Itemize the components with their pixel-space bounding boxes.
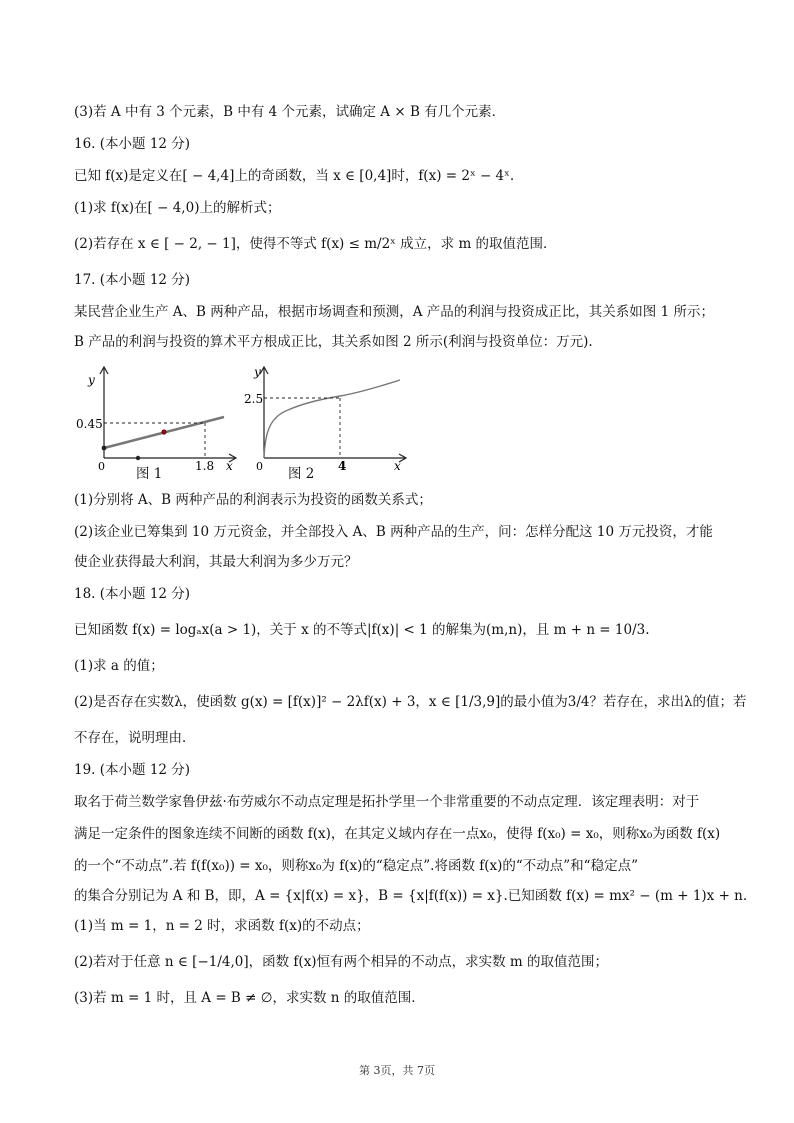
q19-part2: (2)若对于任意 n ∈ [−1/4,0]，函数 f(x)恒有两个相异的不动点，求实数 m 的取值范围；	[74, 954, 608, 970]
curve-b	[264, 380, 400, 458]
fig1-y-tick: 0.45	[76, 417, 103, 431]
page-footer: 第 3页，共 7页	[359, 1064, 435, 1077]
fig2-y-tick: 2.5	[244, 392, 264, 406]
q18-heading: 18. (本小题 12 分)	[74, 586, 191, 602]
q17-stem-line1: 某民营企业生产 A、B 两种产品，根据市场调查和预测，A 产品的利润与投资成正比，其关系如图 1 所示；	[74, 304, 714, 320]
point-origin	[102, 446, 107, 451]
fig1-x-label: x	[226, 459, 233, 473]
q16-part1: (1)求 f(x)在[ − 4,0)上的解析式；	[74, 200, 281, 216]
fig1-origin: 0	[98, 460, 105, 473]
figure-2-caption: 图 2	[288, 466, 315, 482]
q18-part2-line2: 不存在，说明理由．	[74, 730, 196, 746]
figure-1	[78, 362, 238, 472]
fig2-x-tick: 4	[338, 459, 347, 473]
fig2-y-label: y	[254, 365, 261, 379]
q19-stem-line4: 的集合分别记为 A 和 B，即，A = {x|f(x) = x}，B = {x|f(f(x)) = x}.已知函数 f(x) = mx² − (m + 1)x + n.	[74, 888, 748, 904]
figure-1-caption: 图 1	[136, 466, 163, 482]
fig2-origin: 0	[256, 460, 263, 473]
q19-stem-line1: 取名于荷兰数学家鲁伊兹·布劳威尔不动点定理是拓扑学里一个非常重要的不动点定理．该定理表明：对于	[74, 794, 700, 810]
point-mid	[161, 429, 166, 434]
q19-stem-line2: 满足一定条件的图象连续不间断的函数 f(x)，在其定义域内存在一点x₀，使得 f(x₀) = x₀，则称x₀为函数 f(x)	[74, 826, 721, 842]
q19-part1: (1)当 m = 1，n = 2 时，求函数 f(x)的不动点；	[74, 918, 370, 934]
q16-stem: 已知 f(x)是定义在[ − 4,4]上的奇函数，当 x ∈ [0,4]时，f(x) = 2ˣ − 4ˣ.	[74, 168, 515, 184]
q18-part2-line1: (2)是否存在实数λ，使函数 g(x) = [f(x)]² − 2λf(x) + 3，x ∈ [1/3,9]的最小值为3/4？若存在，求出λ的值；若	[74, 694, 747, 710]
q17-part2-line2: 使企业获得最大利润，其最大利润为多少万元？	[74, 554, 358, 570]
q16-part2: (2)若存在 x ∈ [ − 2, − 1]，使得不等式 f(x) ≤ m/2ˣ 成立，求 m 的取值范围．	[74, 236, 557, 252]
fig2-x-label: x	[394, 459, 401, 473]
q17-part1: (1)分别将 A、B 两种产品的利润表示为投资的函数关系式；	[74, 492, 432, 508]
q17-part2-line1: (2)该企业已筹集到 10 万元资金，并全部投入 A、B 两种产品的生产，问：怎样分配这 10 万元投资，才能	[74, 524, 713, 540]
q17-heading: 17. (本小题 12 分)	[74, 272, 191, 288]
fig1-y-label: y	[88, 373, 95, 387]
q15-part3: (3)若 A 中有 3 个元素，B 中有 4 个元素，试确定 A × B 有几个元素．	[74, 104, 506, 120]
q17-stem-line2: B 产品的利润与投资的算术平方根成正比，其关系如图 2 所示(利润与投资单位：万元).	[74, 334, 593, 350]
q16-heading: 16. (本小题 12 分)	[74, 136, 191, 152]
point-axis	[136, 456, 140, 460]
figure-2	[244, 362, 408, 473]
fig1-x-tick: 1.8	[195, 459, 215, 473]
q18-part1: (1)求 a 的值；	[74, 658, 164, 674]
q19-part3: (3)若 m = 1 时，且 A = B ≠ ∅，求实数 n 的取值范围．	[74, 990, 425, 1006]
q19-stem-line3: 的一个“不动点”.若 f(f(x₀)) = x₀，则称x₀为 f(x)的“稳定点”.将函数 f(x)的“不动点”和“稳定点”	[74, 858, 638, 874]
q18-stem: 已知函数 f(x) = logₐx(a > 1)，关于 x 的不等式|f(x)| < 1 的解集为(m,n)，且 m + n = 10/3.	[74, 622, 650, 638]
q19-heading: 19. (本小题 12 分)	[74, 762, 191, 778]
